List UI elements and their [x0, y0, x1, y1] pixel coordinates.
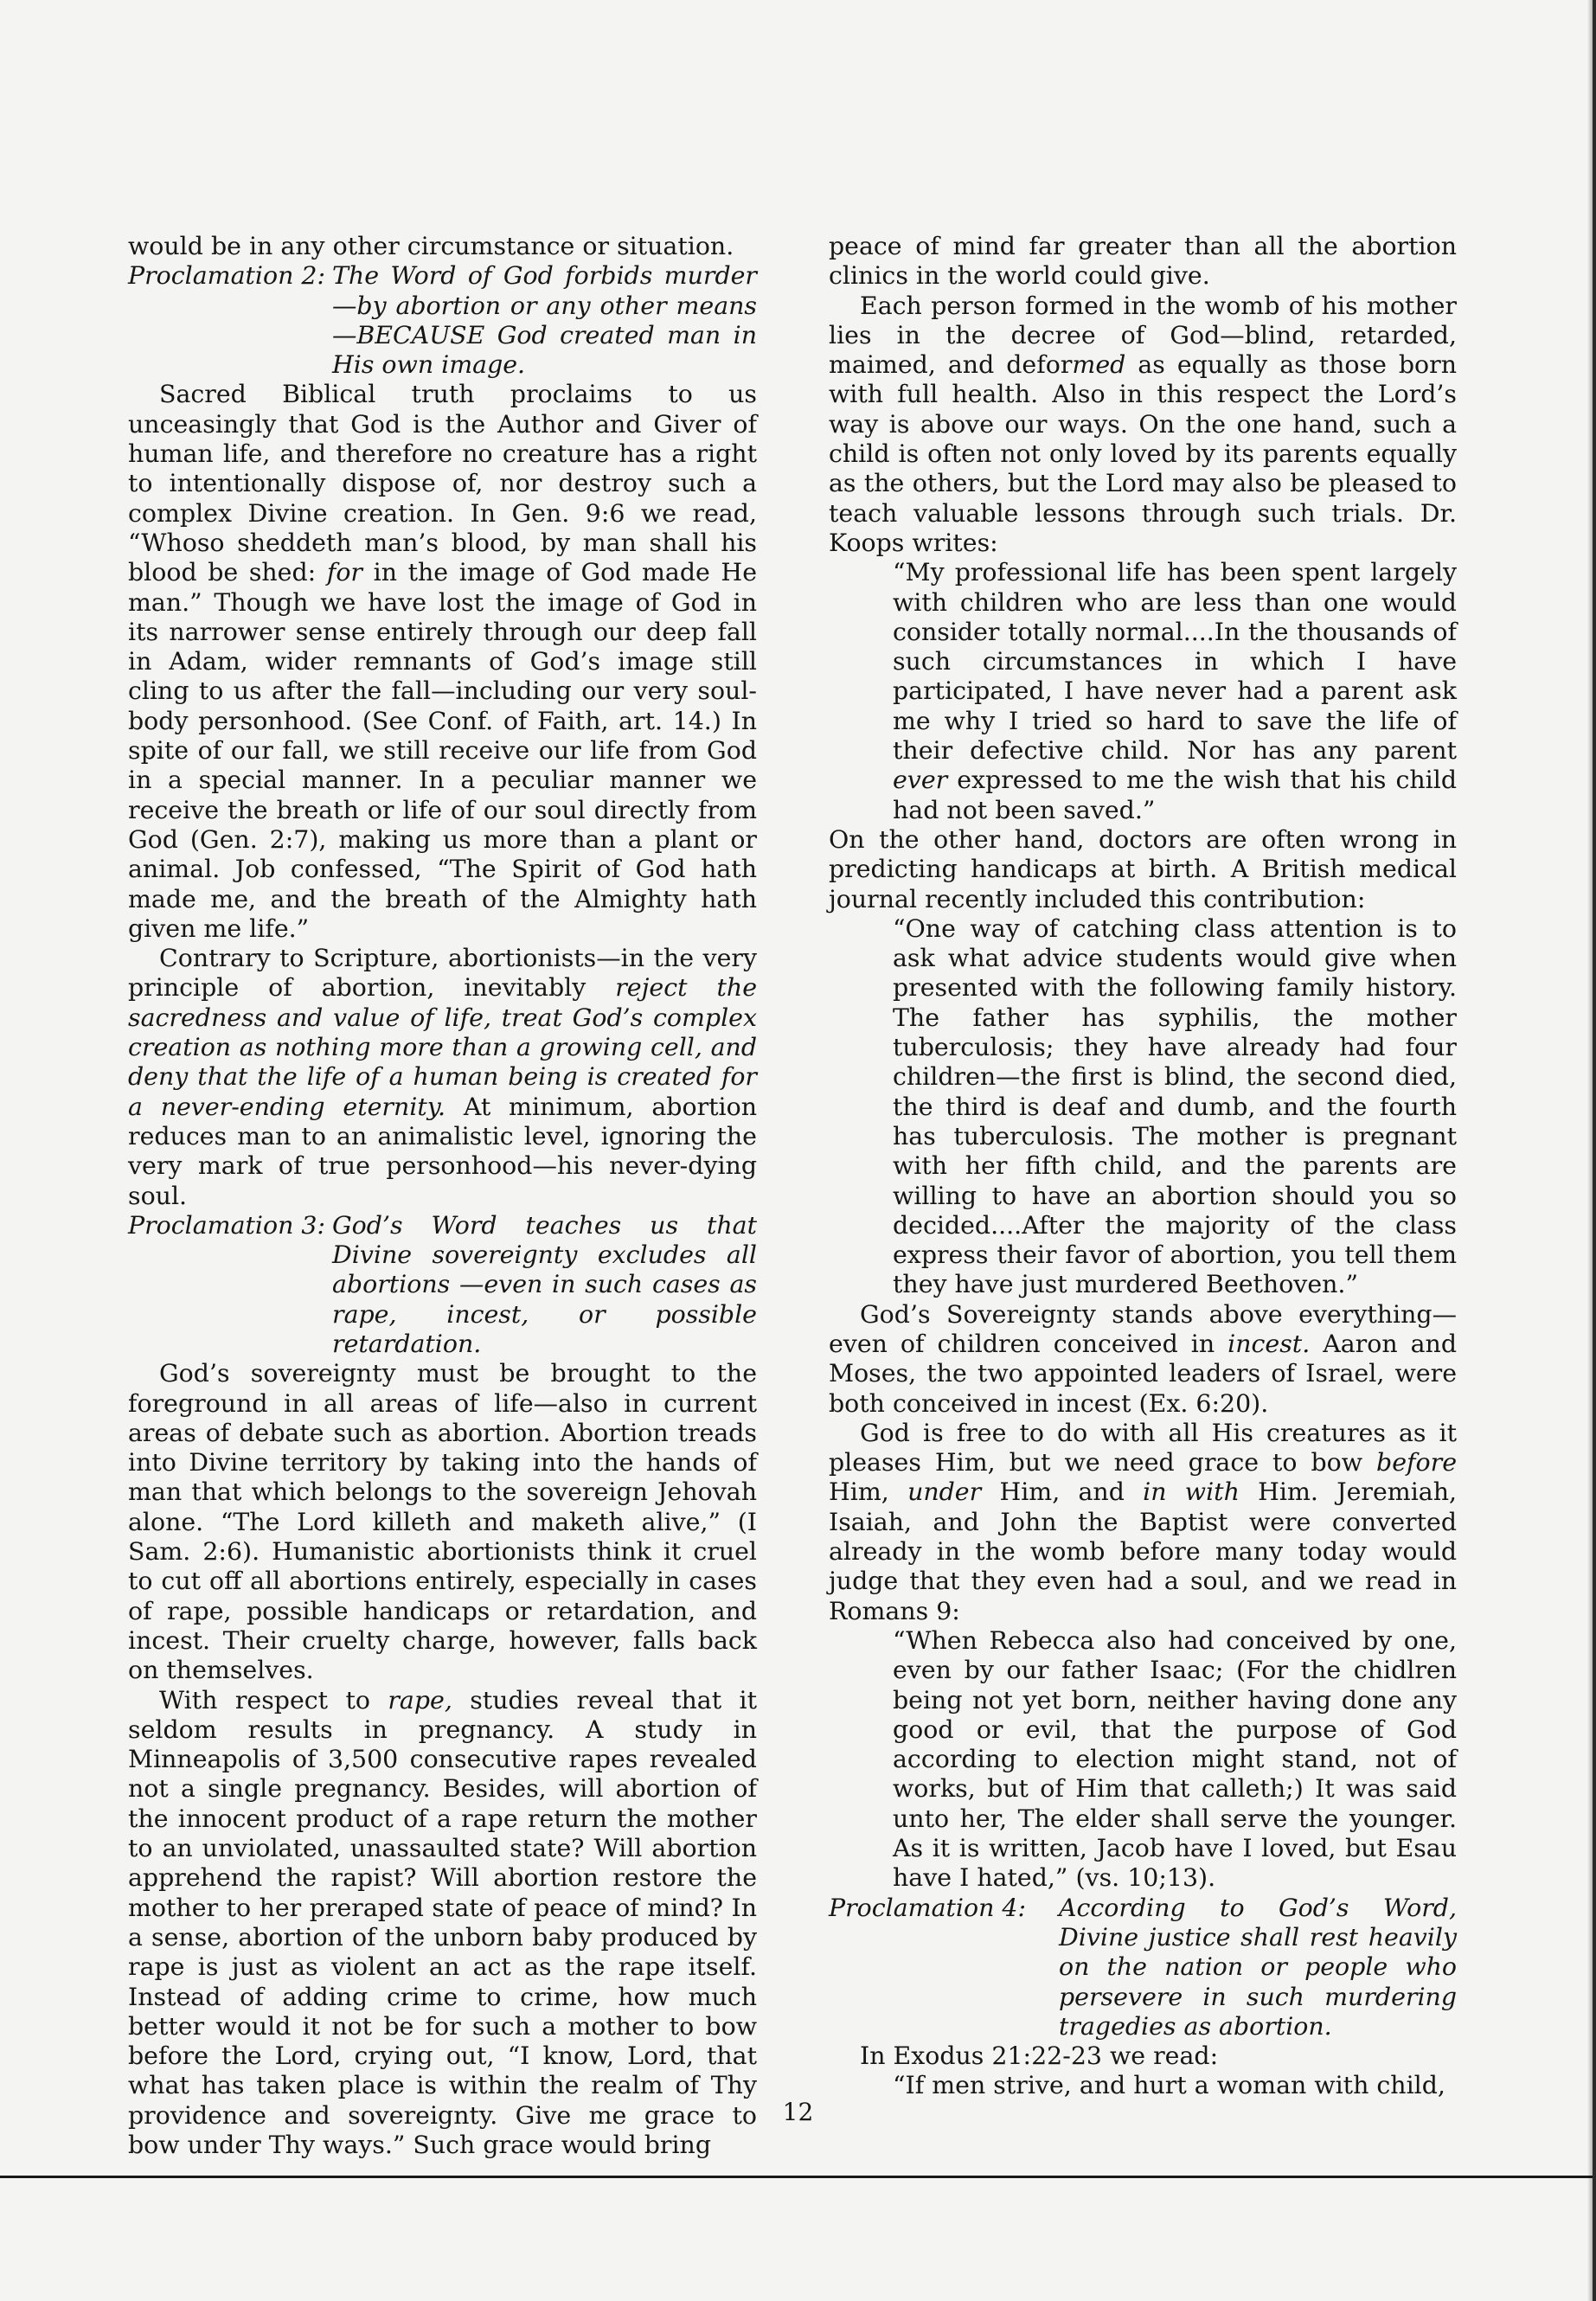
- contrary-text-b: At minimum, abortion reduces man to an animalistic level, ignoring the very mark of true personhood—his never-dying soul.: [128, 1092, 758, 1210]
- paragraph-each-person: [829, 292, 1457, 559]
- sacred-text-a: Sacred Biblical truth proclaims to us unceasingly that God is the Author and Giver of human life, and therefore no creature has a right to intentionally dispose of, nor destroy such a complex Divine creation. In Gen. 9:6 we read, “Whoso sheddeth man’s blood, by man shall his blood be shed:: [128, 380, 757, 587]
- left-column: [128, 232, 757, 2160]
- paragraph-rape: [128, 1686, 757, 2161]
- proclamation-2: [128, 261, 757, 380]
- sacred-text-b: in the image of God made He man.” Though we have lost the image of God in its narrower sense entirely through our deep fall in Adam, wider remnants of God’s image still cling to us after the fall—including our very soul-body personhood. (See Conf. of Faith, art. 14.) In spite of our fall, we still receive our life from God in a special manner. In a peculiar manner we receive the breath or life of our soul directly from God (Gen. 2:7), making us more than a plant or animal. Job confessed, “The Spirit of God hath made me, and the breath of the Almighty hath given me life.”: [128, 558, 757, 943]
- gods-sov-text-italic: incest.: [1227, 1329, 1311, 1358]
- paragraph-exodus: In Exodus 21:22-23 we read:: [860, 2041, 1219, 2071]
- proclamation-3-label: Proclamation 3:: [128, 1210, 326, 1240]
- proclamation-3: [128, 1211, 757, 1359]
- rape-text-b: studies reveal that it seldom results in pregnancy. A study in Minneapolis of 3,500 consecutive rapes revealed not a single pregnancy. Besides, will abortion of the innocent product of a rape return the mother to an unviolated, unassaulted state? Will abortion apprehend the rapist? Will abortion restore the mother to her preraped state of peace of mind? In a sense, abortion of the unborn baby produced by rape is just as violent an act as the rape itself. Instead of adding crime to crime, how much better would it not be for such a mother to bow before the Lord, crying out, “I know, Lord, that what has taken place is within the realm of Thy providence and sovereignty. Give me grace to bow under Thy ways.” Such grace would bring: [128, 1685, 757, 2159]
- paragraph-sovereignty: God’s sovereignty must be brought to the foreground in all areas of life—also in current areas of debate such as abortion. Abortion treads into Divine territory by taking into the hands of man that which belongs to the sovereign Jehovah alone. “The Lord killeth and maketh alive,” (I Sam. 2:6). Humanistic abortionists think it cruel to cut off all abortions entirely, especially in cases of rape, possible handicaps or retardation, and incest. Their cruelty charge, however, falls back on themselves.: [128, 1359, 757, 1685]
- koops-text-italic: ever: [893, 766, 948, 795]
- sacred-text-italic: for: [326, 558, 363, 587]
- contrary-text-a: Contrary to Scripture, abortionists—in the very principle of abortion, inevitably: [128, 944, 757, 1003]
- proclamation-2-label: Proclamation 2:: [128, 261, 326, 291]
- paragraph-god-is-free: [829, 1419, 1457, 1626]
- quote-koops: [893, 558, 1457, 825]
- free-text-a: God is free to do with all His creatures as it pleases Him, but we need grace to bow: [829, 1418, 1457, 1477]
- gods-sov-text-b: Aaron and Moses, the two appointed leaders of Israel, were both conceived in incest (Ex. 6:20).: [829, 1329, 1457, 1418]
- quote-romans: “When Rebecca also had conceived by one, even by our father Isaac; (For the chidlren being not yet born, neither having done any good or evil, that the purpose of God according to election might stand, not of works, but of Him that calleth;) It was said unto her, The elder shall serve the younger. As it is written, Jacob have I loved, but Esau have I hated,” (vs. 10;13).: [893, 1625, 1457, 1893]
- proclamation-4-label: Proclamation 4:: [829, 1893, 1027, 1922]
- quote-exodus: “If men strive, and hurt a woman with child,: [893, 2071, 1445, 2100]
- paragraph-doctors: On the other hand, doctors are often wrong in predicting handicaps at birth. A British medical journal recently included this contribution:: [829, 824, 1457, 913]
- scan-right-edge: [1593, 0, 1596, 2301]
- page-number: 12: [782, 2098, 814, 2126]
- proclamation-4-text: According to God’s Word, Divine justice shall rest heavily on the nation or people who persevere in such murdering tragedies as abortion.: [1059, 1893, 1457, 2041]
- proclamation-3-text: God’s Word teaches us that Divine sovereignty excludes all abortions —even in such cases as rape, incest, or possible retardation.: [332, 1210, 757, 1358]
- free-text-italic-before: before: [1376, 1448, 1457, 1477]
- proclamation-4: [829, 1894, 1457, 2041]
- koops-text-b: expressed to me the wish that his child had not been saved.”: [893, 766, 1457, 824]
- rape-text-a: With respect to: [159, 1685, 388, 1715]
- gods-sov-text-a: God’s Sovereignty stands above everything—even of children conceived in: [829, 1299, 1457, 1358]
- free-text-d: Him. Jeremiah, Isaiah, and John the Baptist were converted already in the womb before many today would judge that they even had a soul, and we read in Romans 9:: [829, 1477, 1458, 1625]
- free-text-c: Him, and: [981, 1477, 1144, 1507]
- each-text-b: as equally as those born with full health. Also in this respect the Lord’s way is above our ways. On the one hand, such a child is often not only loved by its parents equally as the others, but the Lord may also be pleased to teach valuable lessons through such trials. Dr. Koops writes:: [829, 350, 1458, 557]
- free-text-italic-under: under: [907, 1477, 982, 1507]
- koops-text-a: “My professional life has been spent largely with children who are less than one would consider totally normal....In the thousands of such circumstances in which I have participated, I have never had a parent ask me why I tried so hard to save the life of their defective child. Nor has any parent: [893, 558, 1457, 766]
- paragraph-sacred-truth: [128, 380, 757, 944]
- each-text-a: Each person formed in the womb of his mother lies in the decree of God—blind, retarded, maimed, and defor: [829, 291, 1457, 380]
- quote-british-journal: “One way of catching class attention is to ask what advice students would give when presented with the following family history. The father has syphilis, the mother tuberculosis; they have already had four children—the first is blind, the second died, the third is deaf and dumb, and the fourth has tuberculosis. The mother is pregnant with her fifth child, and the parents are willing to have an abortion should you so decided....After the majority of the class express their favor of abortion, you tell them they have just murdered Beethoven.”: [893, 913, 1457, 1299]
- each-text-italic: med: [1072, 350, 1126, 380]
- free-text-italic-with: in with: [1143, 1477, 1240, 1507]
- proclamation-2-text: The Word of God forbids murder—by abortion or any other means—BECAUSE God created man in His own image.: [332, 261, 757, 380]
- scan-bottom-rule: [0, 2176, 1596, 2178]
- paragraph-opening: would be in any other circumstance or situation.: [128, 232, 734, 260]
- rape-text-italic: rape,: [388, 1685, 452, 1715]
- paragraph-peace: peace of mind far greater than all the abortion clinics in the world could give.: [829, 232, 1457, 291]
- free-text-b: Him,: [829, 1477, 908, 1507]
- paragraph-contrary: [128, 944, 757, 1211]
- contrary-text-italic: reject the sacredness and value of life, treat God’s complex creation as nothing more than a growing cell, and deny that the life of a human being is created for a never-ending eternity.: [128, 973, 757, 1121]
- right-column: [829, 232, 1457, 2101]
- paragraph-gods-sovereignty: [829, 1300, 1457, 1419]
